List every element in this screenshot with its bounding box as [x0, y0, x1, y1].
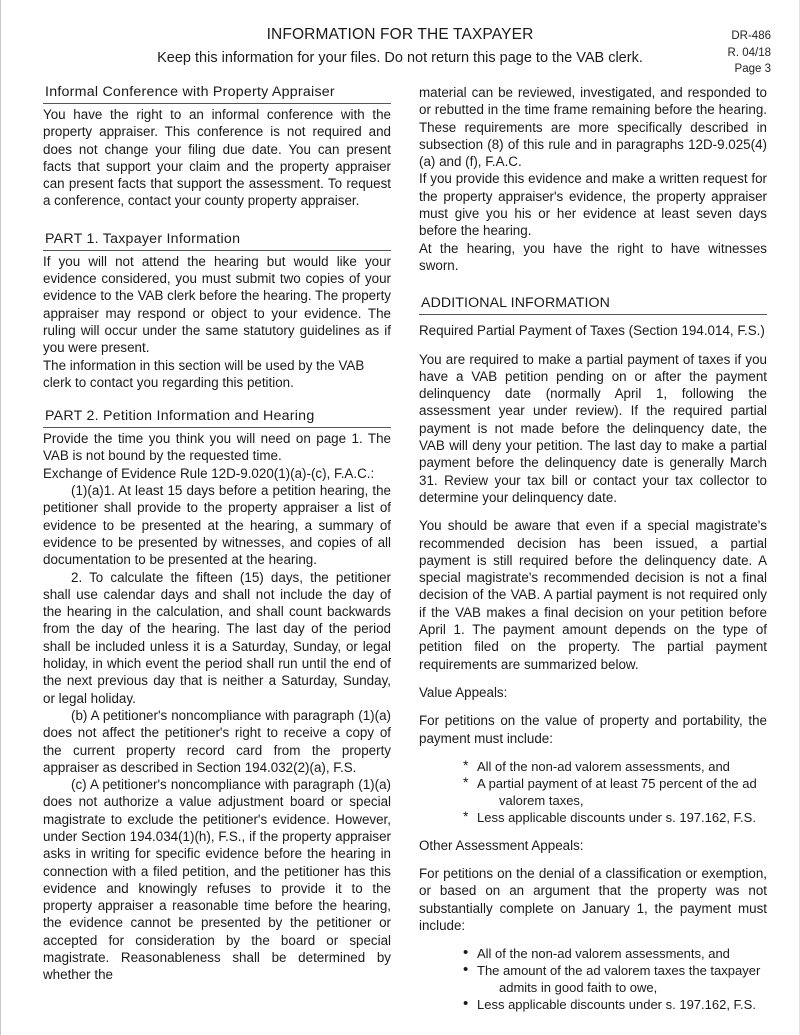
other-assessment-appeals-heading: Other Assessment Appeals:: [419, 837, 584, 853]
part1-paragraph-2: The information in this section will be used by the VAB clerk to contact you regarding this petition.: [43, 357, 365, 390]
section-heading-informal-conference: Informal Conference with Property Appraiser: [43, 84, 391, 104]
section-heading-part2: PART 2. Petition Information and Hearing: [43, 408, 391, 428]
list-item-text: Less applicable discounts under s. 197.162, F.S.: [477, 997, 756, 1013]
part2-paragraph-3: (1)(a)1. At least 15 days before a petition hearing, the petitioner shall provide to the property appraiser a list of evidence to be presented at the hearing, a summary of evidence to be presented by witnesses, and copies of all documentation to be presented at the hearing.: [43, 483, 391, 568]
continuation-paragraph-3: At the hearing, you have the right to have witnesses sworn.: [419, 240, 767, 273]
list-item-text: A partial payment of at least 75 percent of the ad valorem taxes,: [477, 775, 757, 808]
section-heading-additional-information: ADDITIONAL INFORMATION: [419, 295, 767, 315]
form-meta: [651, 28, 771, 78]
list-item: [463, 962, 767, 996]
list-item-text: Less applicable discounts under s. 197.162, F.S.: [477, 809, 756, 825]
part2-paragraph-4: 2. To calculate the fifteen (15) days, the petitioner shall use calendar days and shall not include the day of the hearing in the calculation, and shall count backwards from the day of the hearing. The last day of the period shall be included unless it is a Saturday, Sunday, or legal holiday, in which event the period shall run until the end of the next previous day that is neither a Saturday, Sunday, or legal holiday.: [43, 569, 391, 706]
section-heading-part1: PART 1. Taxpayer Information: [43, 231, 391, 251]
asterisk-bullet-icon: *: [463, 756, 469, 773]
page-subtitle: Keep this information for your files. Do not return this page to the VAB clerk.: [157, 50, 643, 66]
part1-paragraph-1: If you will not attend the hearing but would like your evidence considered, you must submit two copies of your evidence to the VAB clerk before the hearing. The property appraiser may respond or object to your evidence. The ruling will occur under the same statutory guidelines as if you were present.: [43, 253, 391, 356]
list-item: [463, 809, 767, 826]
list-item-text: All of the non-ad valorem assessments, and: [477, 758, 730, 774]
round-bullet-icon: •: [463, 961, 469, 979]
page-header: [1, 26, 799, 82]
required-partial-payment-subheading: Required Partial Payment of Taxes (Section 194.014, F.S.): [419, 323, 765, 339]
part2-paragraph-2: Exchange of Evidence Rule 12D-9.020(1)(a)-(c), F.A.C.:: [43, 465, 375, 481]
part2-paragraph-1: Provide the time you think you will need on page 1. The VAB is not bound by the requested time.: [43, 431, 391, 464]
list-item-text: All of the non-ad valorem assessments, and: [477, 946, 730, 962]
list-item: [463, 996, 767, 1013]
right-column: [419, 84, 767, 1013]
part2-paragraph-5: (b) A petitioner's noncompliance with paragraph (1)(a) does not affect the petitioner's right to receive a copy of the current property record card from the property appraiser as described in Section 194.032(2)(a), F.S.: [43, 707, 391, 775]
additional-information-paragraph-1: You are required to make a partial payment of taxes if you have a VAB petition pending on or after the payment delinquency date (normally April 1, following the assessment year under review). If the required partial payment is not made before the delinquency date, the VAB will deny your petition. The last day to make a partial payment before the delinquency date is generally March 31. Review your tax bill or contact your tax collector to determine your delinquency date.: [419, 351, 767, 505]
list-item-text: The amount of the ad valorem taxes the taxpayer admits in good faith to owe,: [477, 963, 761, 996]
page-title: INFORMATION FOR THE TAXPAYER: [266, 26, 534, 43]
list-item: [463, 945, 767, 962]
asterisk-bullet-icon: *: [463, 773, 469, 790]
asterisk-bullet-icon: *: [463, 807, 469, 824]
informal-conference-paragraph: You have the right to an informal conference with the property appraiser. This conference is not required and does not change your filing due date. You can present facts that support your claim and the property appraiser can present facts that support the assessment. To request a conference, contact your county property appraiser.: [43, 107, 391, 209]
list-item: [463, 775, 767, 809]
form-number: DR-486: [731, 30, 771, 42]
continuation-paragraph-2: If you provide this evidence and make a written request for the property appraiser's evidence, the property appraiser must give you his or her evidence at least seven days before the hearing.: [419, 171, 767, 239]
round-bullet-icon: •: [463, 944, 469, 962]
value-appeals-intro: For petitions on the value of property and portability, the payment must include:: [419, 713, 767, 746]
continuation-paragraph-1: material can be reviewed, investigated, and responded to or rebutted in the time frame remaining before the hearing. These requirements are more specifically described in subsection (8) of this rule and in paragraphs 12D-9.025(4)(a) and (f), F.A.C.: [419, 85, 767, 170]
page-number: Page 3: [734, 63, 771, 75]
other-assessment-appeals-intro: For petitions on the denial of a classification or exemption, or based on an argument that the property was not substantially complete on January 1, the payment must include:: [419, 866, 767, 933]
round-bullet-icon: •: [463, 995, 469, 1013]
left-column: [43, 84, 391, 984]
value-appeals-list: [419, 758, 767, 826]
additional-information-paragraph-2: You should be aware that even if a special magistrate's recommended decision has been issued, a partial payment is still required before the delinquency date. A special magistrate's recommended decision is not a final decision of the VAB. A partial payment is not required only if the VAB makes a final decision on your petition before April 1. The payment amount depends on the type of petition filed on the property. The partial payment requirements are summarized below.: [419, 518, 767, 672]
form-revision: R. 04/18: [727, 46, 771, 59]
other-assessment-appeals-list: [419, 945, 767, 1013]
list-item: [463, 758, 767, 775]
value-appeals-heading: Value Appeals:: [419, 684, 508, 700]
part2-paragraph-6: (c) A petitioner's noncompliance with paragraph (1)(a) does not authorize a value adjustment board or special magistrate to exclude the petitioner's evidence. However, under Section 194.034(1)(h), F.S., if the property appraiser asks in writing for specific evidence before the hearing in connection with a filed petition, and the petitioner has this evidence and knowingly refuses to provide it to the property appraiser a reasonable time before the hearing, the evidence cannot be presented by the petitioner or accepted for consideration by the board or special magistrate. Reasonableness shall be determined by whether the: [43, 777, 391, 983]
